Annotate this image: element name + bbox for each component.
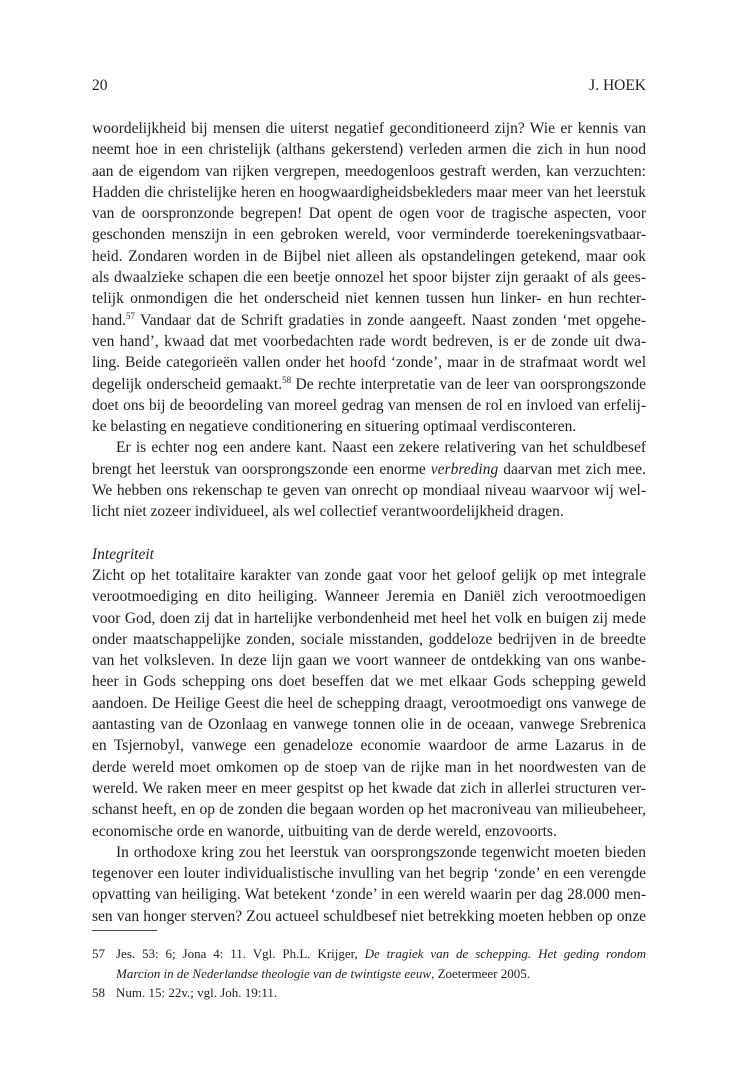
text-segment: daarvan met zich mee. — [498, 460, 646, 478]
page-header — [92, 76, 646, 96]
text-line: ke belasting en negatieve conditionering en situering optimaal verdisconteren. — [92, 418, 577, 436]
text-line: Hadden die christelijke heren en hoogwaardigheidsbekleders maar meer van het leerstuk — [92, 183, 646, 201]
running-head: J. HOEK — [589, 77, 646, 94]
footnote-line — [116, 964, 646, 984]
text-segment: degelijk onderscheid gemaakt. — [92, 375, 283, 393]
footnote-58 — [92, 983, 646, 1003]
text-line: voor God, doen zij dat in hartelijke verbondenheid met heel het volk en buigen zij mede — [92, 609, 646, 627]
text-line: ven hand’, kwaad dat met voorbedachten rade wordt bedreven, is er de zonde uit dwa- — [92, 332, 646, 350]
footnote-line — [116, 944, 646, 964]
section-heading: Integriteit — [92, 545, 154, 563]
text-line: sen van honger sterven? Zou actueel schuldbesef niet betrekking moeten hebben op onze — [92, 907, 646, 925]
text-line: woordelijkheid bij mensen die uiterst negatief geconditioneerd zijn? Wie er kennis van — [92, 120, 646, 137]
text-line: licht niet zozeer individueel, als wel collectief verantwoordelijkheid dragen. — [92, 503, 564, 521]
text-line: als dwaalzieke schapen die een beetje onnozel het spoor bijster zijn geraakt of als gees- — [92, 269, 646, 287]
text-line: verootmoediging en dito heiliging. Wanneer Jeremia en Daniël zich verootmoedigen — [92, 588, 646, 606]
text-line: tegenover een louter individualistische invulling van het begrip ‘zonde’ en een verengde — [92, 865, 646, 883]
text-line: ling. Beide categorieën vallen onder het hoofd ‘zonde’, maar in de strafmaat wordt wel — [92, 354, 646, 372]
footnote-text — [116, 944, 646, 983]
text-line: telijk onmondigen die het onderscheid niet kennen tussen hun linker- en hun rechter- — [92, 290, 646, 308]
footnote-57 — [92, 944, 646, 983]
page-number: 20 — [92, 77, 108, 94]
text-line: van het volksleven. In deze lijn gaan we voort wanneer de ontdekking van ons wanbe- — [92, 652, 646, 670]
text-line: Zicht op het totalitaire karakter van zonde gaat voor het geloof gelijk op met integrale — [92, 566, 646, 584]
footnote-text — [116, 983, 646, 1003]
footnote-ref-57[interactable]: 57 — [126, 310, 136, 321]
text-line: neemt hoe in een christelijk (althans gekerstend) verleden armen die zich in hun nood — [92, 141, 646, 159]
text-line: onder maatschappelijke zonden, sociale misstanden, goddeloze bedrijven in de breedte — [92, 630, 646, 648]
text-line: doet ons bij de beoordeling van moreel gedrag van mensen de rol en invloed van erfelij- — [92, 396, 646, 414]
footnote-number: 58 — [92, 985, 105, 1000]
text-line: aandoen. De Heilige Geest die heel de schepping draagt, verootmoedigt ons vanwege de — [92, 694, 646, 712]
text-line — [92, 374, 646, 395]
text-segment: hand. — [92, 311, 127, 329]
text-line: We hebben ons rekenschap te geven van onrecht op mondiaal niveau waarvoor wij wel- — [92, 482, 646, 500]
footnote-number: 57 — [92, 946, 105, 961]
text-line: wereld. We raken meer en meer gespitst op het kwade dat zich in allerlei structuren ver- — [92, 779, 646, 797]
book-title: De tragiek van de schepping. Het geding rondom — [364, 946, 646, 961]
footnote-separator — [92, 930, 157, 931]
book-title: Marcion in de Nederlandse theologie van de twintigste eeuw — [116, 965, 432, 981]
text-line: geschonden menszijn in een gebroken wereld, voor verminderde toerekeningsvatbaar- — [92, 226, 646, 244]
text-line: heer in Gods schepping ons doet beseffen dat we met elkaar Gods schepping geweld — [92, 673, 646, 691]
emphasis: verbreding — [430, 460, 499, 478]
text-segment: Jes. 53: 6; Jona 4: 11. Vgl. Ph.L. Krijger, — [116, 946, 365, 961]
text-segment: Vandaar dat de Schrift gradaties in zonde aangeeft. Naast zonden ‘met opgehe- — [135, 311, 646, 329]
text-line — [92, 459, 646, 480]
body-text — [92, 118, 646, 927]
text-line: van de oorspronzonde begrepen! Dat opent de ogen voor de tragische aspecten, voor — [92, 205, 646, 223]
text-line — [92, 310, 646, 331]
text-segment: , Zoetermeer 2005. — [431, 965, 530, 981]
text-line: schanst heeft, en op de zonden die begaan worden op het macroniveau van milieubeheer, — [92, 801, 646, 819]
text-line: heid. Zondaren worden in de Bijbel niet alleen als opstandelingen getekend, maar ook — [92, 247, 646, 265]
page — [92, 76, 646, 927]
text-segment: De rechte interpretatie van de leer van oorsprongszonde — [291, 375, 646, 393]
text-line: opvatting van heiliging. Wat betekent ‘zonde’ in een wereld waarin per dag 28.000 men- — [92, 886, 646, 904]
paragraph-4 — [92, 842, 646, 927]
text-segment: brengt het leerstuk van oorsprongszonde een enorme — [92, 460, 431, 478]
paragraph-3 — [92, 565, 646, 842]
footnotes — [92, 944, 646, 1003]
text-line: aantasting van de Ozonlaag en vanwege tonnen olie in de oceaan, vanwege Srebrenica — [92, 716, 646, 734]
text-line: derde wereld moet omkomen op de stoep van de rijke man in het noordwesten van de — [92, 758, 646, 776]
footnote-ref-58[interactable]: 58 — [282, 374, 292, 385]
text-line: In orthodoxe kring zou het leerstuk van oorsprongszonde tegenwicht moeten bieden — [116, 843, 646, 861]
text-line: en Tsjernobyl, vanwege een genadeloze economie waardoor de arme Lazarus in de — [92, 737, 646, 755]
footnote-line: Num. 15: 22v.; vgl. Joh. 19:11. — [116, 985, 278, 1000]
text-line: aan de eigendom van rijken vergrepen, meedogenloos gestraft werden, kan verzuchten: — [92, 162, 646, 180]
text-line: Er is echter nog een andere kant. Naast een zekere relativering van het schuldbesef — [116, 439, 646, 457]
text-line: economische orde en wanorde, uitbuiting van de derde wereld, enzovoorts. — [92, 822, 557, 840]
paragraph-2 — [92, 437, 646, 522]
paragraph-1 — [92, 118, 646, 437]
